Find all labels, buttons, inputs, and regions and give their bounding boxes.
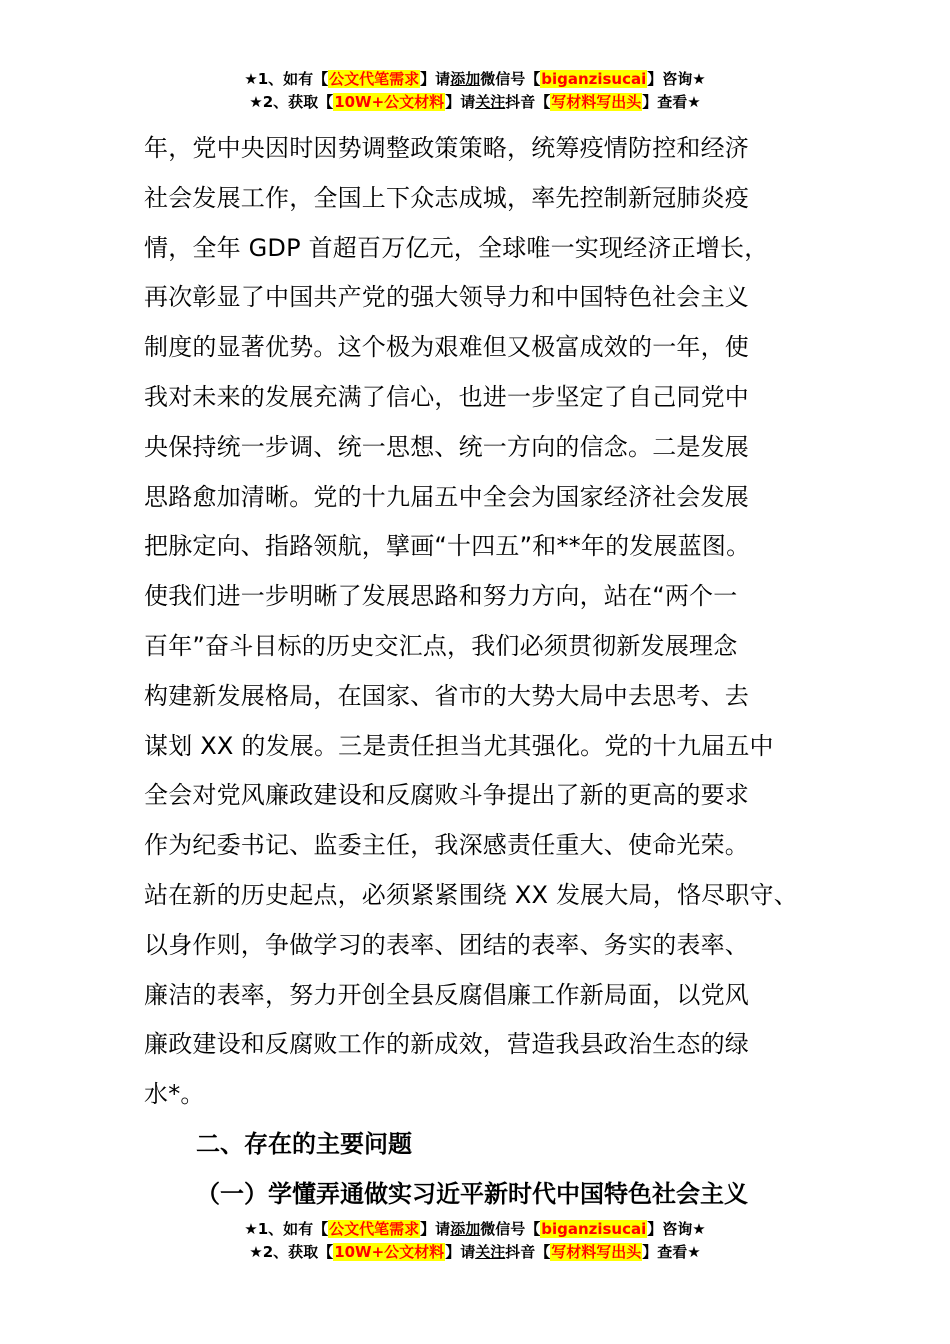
body-line: 制度的显著优势。这个极为艰难但又极富成效的一年，使 <box>144 333 749 362</box>
highlight-douyin-account: 写材料写出头 <box>551 1243 642 1261</box>
body-line: 廉洁的表率，努力开创全县反腐倡廉工作新局面，以党风 <box>144 980 749 1009</box>
body-line: 以身作则，争做学习的表率、团结的表率、务实的表率、 <box>144 930 749 959</box>
highlight-douyin-account: 写材料写出头 <box>551 93 642 111</box>
body-line: 我对未来的发展充满了信心，也进一步坚定了自己同党中 <box>144 382 749 411</box>
highlight-wechat-id: biganzisucai <box>541 1220 647 1238</box>
body-line: 思路愈加清晰。党的十九届五中全会为国家经济社会发展 <box>144 482 749 511</box>
body-line: 廉政建设和反腐败工作的新成效，营造我县政治生态的绿 <box>144 1030 749 1059</box>
body-line: 作为纪委书记、监委主任，我深感责任重大、使命光荣。 <box>144 831 749 860</box>
body-line: 把脉定向、指路领航，擘画“十四五”和**年的发展蓝图。 <box>144 532 751 561</box>
body-line: 构建新发展格局，在国家、省市的大势大局中去思考、去 <box>144 681 749 710</box>
highlight-wechat-id: biganzisucai <box>541 70 647 88</box>
subsection-heading: （一）学懂弄通做实习近平新时代中国特色社会主义 <box>196 1180 748 1208</box>
bottom-banner <box>0 1218 950 1264</box>
body-line: 年，党中央因时因势调整政策策略，统筹疫情防控和经济 <box>144 134 749 162</box>
banner-line-1: ★1、如有【公文代笔需求】请添加微信号【biganzisucai】咨询★ <box>244 1220 706 1238</box>
body-line: 使我们进一步明晰了发展思路和努力方向，站在“两个一 <box>144 582 738 611</box>
banner-line-1: ★1、如有【公文代笔需求】请添加微信号【biganzisucai】咨询★ <box>244 70 706 88</box>
section-heading: 二、存在的主要问题 <box>196 1130 412 1158</box>
body-line: 百年”奋斗目标的历史交汇点，我们必须贯彻新发展理念 <box>144 631 738 660</box>
highlight-service: 公文代笔需求 <box>329 1220 420 1238</box>
highlight-materials: 10W+公文材料 <box>334 1243 445 1261</box>
body-line: 社会发展工作，全国上下众志成城，率先控制新冠肺炎疫 <box>144 183 749 212</box>
banner-line-2: ★2、获取【10W+公文材料】请关注抖音【写材料写出头】查看★ <box>249 93 701 111</box>
banner-line-2: ★2、获取【10W+公文材料】请关注抖音【写材料写出头】查看★ <box>249 1243 701 1261</box>
body-paragraph <box>144 124 834 1120</box>
body-line: 央保持统一步调、统一思想、统一方向的信念。二是发展 <box>144 432 749 461</box>
body-line: 全会对党风廉政建设和反腐败斗争提出了新的更高的要求 <box>144 781 749 810</box>
body-line: 水*。 <box>144 1080 205 1109</box>
body-line: 谋划 XX 的发展。三是责任担当尤其强化。党的十九届五中 <box>144 731 774 760</box>
highlight-service: 公文代笔需求 <box>329 70 420 88</box>
top-banner <box>0 68 950 114</box>
body-line: 再次彰显了中国共产党的强大领导力和中国特色社会主义 <box>144 283 749 312</box>
body-line: 站在新的历史起点，必须紧紧围绕 XX 发展大局，恪尽职守、 <box>144 880 798 909</box>
body-line: 情，全年 GDP 首超百万亿元，全球唯一实现经济正增长， <box>144 233 769 262</box>
highlight-materials: 10W+公文材料 <box>334 93 445 111</box>
